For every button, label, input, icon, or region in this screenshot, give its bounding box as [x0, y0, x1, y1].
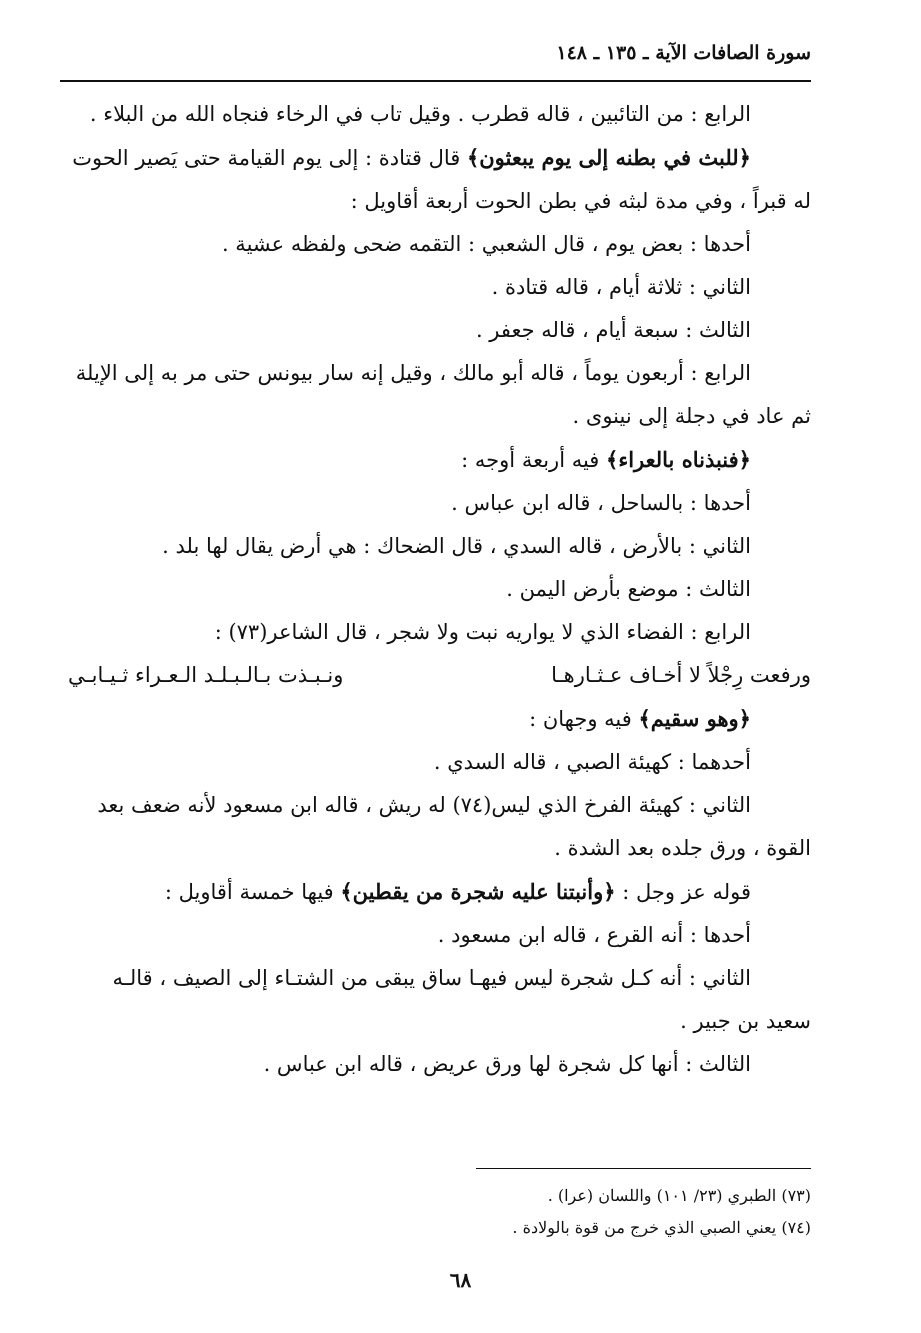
body-text	[62, 93, 811, 1086]
quran-quote: ﴿فنبذناه بالعراء﴾	[606, 447, 751, 472]
quran-quote: ﴿للبث في بطنه إلى يوم يبعثون﴾	[466, 145, 751, 170]
paragraph-line: الثاني : بالأرض ، قاله السدي ، قال الضحاك : هي أرض يقال لها بلد .	[162, 534, 751, 558]
paragraph-line: الرابع : الفضاء الذي لا يواريه نبت ولا شجر ، قال الشاعر(٧٣) :	[214, 620, 751, 644]
paragraph-line: أحدها : أنه القرع ، قاله ابن مسعود .	[437, 923, 751, 947]
verse-second-hemistich: ونـبـذت بـالـبـلـد الـعـراء ثـيـابـي	[68, 663, 344, 687]
paragraph-line: ثم عاد في دجلة إلى نينوى .	[572, 404, 811, 428]
paragraph-line: سعيد بن جبير .	[680, 1009, 811, 1033]
quran-quote: ﴿وأنبتنا عليه شجرة من يقطين﴾	[340, 879, 616, 904]
poetry-verse	[62, 654, 811, 697]
paragraph-line: الثالث : موضع بأرض اليمن .	[506, 577, 751, 601]
paragraph-line: قوله عز وجل : ﴿وأنبتنا عليه شجرة من يقطين﴾ فيها خمسة أقاويل :	[164, 879, 751, 904]
paragraph-line: الرابع : أربعون يوماً ، قاله أبو مالك ، وقيل إنه سار بيونس حتى مر به إلى الإيلة	[75, 361, 751, 385]
header-title: سورة الصافات الآية ـ ١٣٥ ـ ١٤٨	[556, 42, 811, 64]
footnote-divider	[476, 1168, 811, 1169]
paragraph-line: ﴿للبث في بطنه إلى يوم يبعثون﴾ قال قتادة : إلى يوم القيامة حتى يَصير الحوت	[72, 145, 751, 170]
paragraph-line: أحدها : بالساحل ، قاله ابن عباس .	[451, 491, 751, 515]
paragraph-line: له قبراً ، وفي مدة لبثه في بطن الحوت أربعة أقاويل :	[350, 189, 811, 213]
paragraph-line: ﴿وهو سقيم﴾ فيه وجهان :	[529, 706, 751, 731]
footnote-73: (٧٣) الطبري (٢٣/ ١٠١) واللسان (عرا) .	[547, 1186, 811, 1205]
paragraph-line: الثالث : أنها كل شجرة لها ورق عريض ، قاله ابن عباس .	[263, 1052, 751, 1076]
footnote-74: (٧٤) يعني الصبي الذي خرج من قوة بالولادة .	[512, 1218, 811, 1237]
paragraph-line: أحدها : بعض يوم ، قال الشعبي : التقمه ضحى ولفظه عشية .	[221, 232, 751, 256]
paragraph-line: الثاني : أنه كـل شجرة ليس فيهـا ساق يبقى من الشتـاء إلى الصيف ، قالـه	[112, 966, 751, 990]
quran-quote: ﴿وهو سقيم﴾	[638, 706, 751, 731]
paragraph-line: الرابع : من التائبين ، قاله قطرب . وقيل تاب في الرخاء فنجاه الله من البلاء .	[89, 102, 751, 126]
paragraph-line: الثاني : كهيئة الفرخ الذي ليس(٧٤) له ريش ، قاله ابن مسعود لأنه ضعف بعد	[97, 793, 751, 817]
footnotes	[200, 1180, 811, 1244]
paragraph-line: الثاني : ثلاثة أيام ، قاله قتادة .	[491, 275, 751, 299]
page-number: ٦٨	[449, 1268, 472, 1292]
paragraph-line: القوة ، ورق جلده بعد الشدة .	[554, 836, 811, 860]
paragraph-line: الثالث : سبعة أيام ، قاله جعفر .	[475, 318, 751, 342]
paragraph-line: أحدهما : كهيئة الصبي ، قاله السدي .	[433, 750, 751, 774]
paragraph-line: ﴿فنبذناه بالعراء﴾ فيه أربعة أوجه :	[461, 447, 751, 472]
verse-first-hemistich: ورفعت رِجْلاً لا أخـاف عـثـارهـا	[551, 663, 811, 687]
running-header	[60, 40, 811, 82]
